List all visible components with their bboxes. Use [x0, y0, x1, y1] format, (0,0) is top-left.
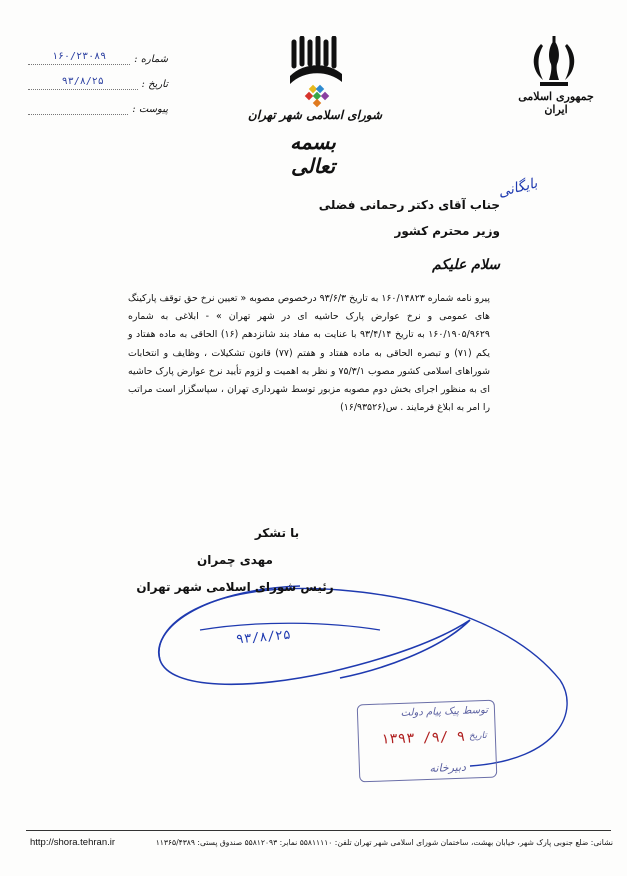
handwritten-note: بایگانی [496, 175, 539, 201]
footer-url: http://shora.tehran.ir [30, 837, 116, 848]
iran-emblem-icon [515, 34, 593, 94]
addressee-title: وزیر محترم کشور [394, 224, 500, 238]
reception-stamp [357, 700, 498, 783]
addressee [300, 192, 500, 244]
letter-date-label: تاریخ : [141, 79, 168, 90]
letter-body: پیرو نامه شماره ۱۶۰/۱۴۸۲۳ به تاریخ ۹۳/۶/۳ درخصوص مصوبه « تعیین نرخ حق توقف پارکینگ های عمومی و نرخ عوارض پارک حاشیه ای در شهر تهران » - ابلاغی به شماره ۱۶۰/۱۹۰۵/۹۶۲۹ به تاریخ ۹۳/۴/۱۴ با عنایت به مفاد بند شانزدهم (۱۶) الحاقی به ماده هفتاد و یکم (۷۱) و تبصره الحاقی به ماده هفتاد و هفتم (۷۷) قانون تشکیلات ، وظایف و انتخابات شوراهای اسلامی کشور مصوب ۷۵/۳/۱ و نظر به اهمیت و لزوم تأیید نرخ عوارض پارک حاشیه ای به منظور اجرای بخش دوم مصوبه مزبور توسط شهرداری تهران ، سپاسگزار است مراتب را امر به ابلاغ فرمایند . س(۱۶/۹۳۵۲۶) [128, 293, 490, 414]
stamp-header: توسط پیک پیام دولت [400, 704, 489, 719]
letter-attachment-label: پیوست : [132, 104, 168, 115]
basmala: بسمه تعالی [290, 130, 336, 178]
letter-date-value: ۹۳/۸/۲۵ [28, 75, 138, 90]
letter-attachment-row [28, 90, 168, 115]
letter-number-row [28, 40, 168, 65]
letter-attachment-value [28, 100, 128, 115]
greeting: سلام علیکم [432, 257, 500, 273]
signatory-name: مهدی چمران [197, 553, 273, 567]
addressee-name: جناب آقای دکتر رحمانی فضلی [318, 198, 500, 212]
letter-number-value: ۱۶۰/۲۳۰۸۹ [28, 50, 130, 65]
council-name: شورای اسلامی شهر تهران [247, 108, 383, 122]
footer-divider [26, 830, 611, 831]
stamp-date: ۱۳۹۳ /۹/ ۹ [380, 728, 466, 748]
letter-meta [28, 40, 168, 115]
footer-address: نشانی: ضلع جنوبی پارک شهر، خیابان بهشت، ساختمان شورای اسلامی شهر تهران تلفن: ۵۵۸۱۱۱۱۰ نمابر: ۵۵۸۱۲۰۹۳ صندوق پستی: ۱۱۳۶۵/۴۳۸۹ [155, 838, 613, 847]
council-logo-icon [286, 36, 346, 108]
stamp-date-label: تاریخ [468, 730, 488, 742]
letter-date-row [28, 65, 168, 90]
signatory-title: رئیس شورای اسلامی شهر تهران [136, 580, 334, 594]
signature-date: ۹۳/۸/۲۵ [235, 627, 292, 648]
signature-block [125, 520, 345, 601]
republic-name: جمهوری اسلامی ایران [518, 90, 594, 116]
stamp-footer: دبیرخانه [429, 760, 467, 775]
letter-number-label: شماره : [134, 54, 168, 65]
signature-closing: با تشکر [254, 526, 300, 540]
